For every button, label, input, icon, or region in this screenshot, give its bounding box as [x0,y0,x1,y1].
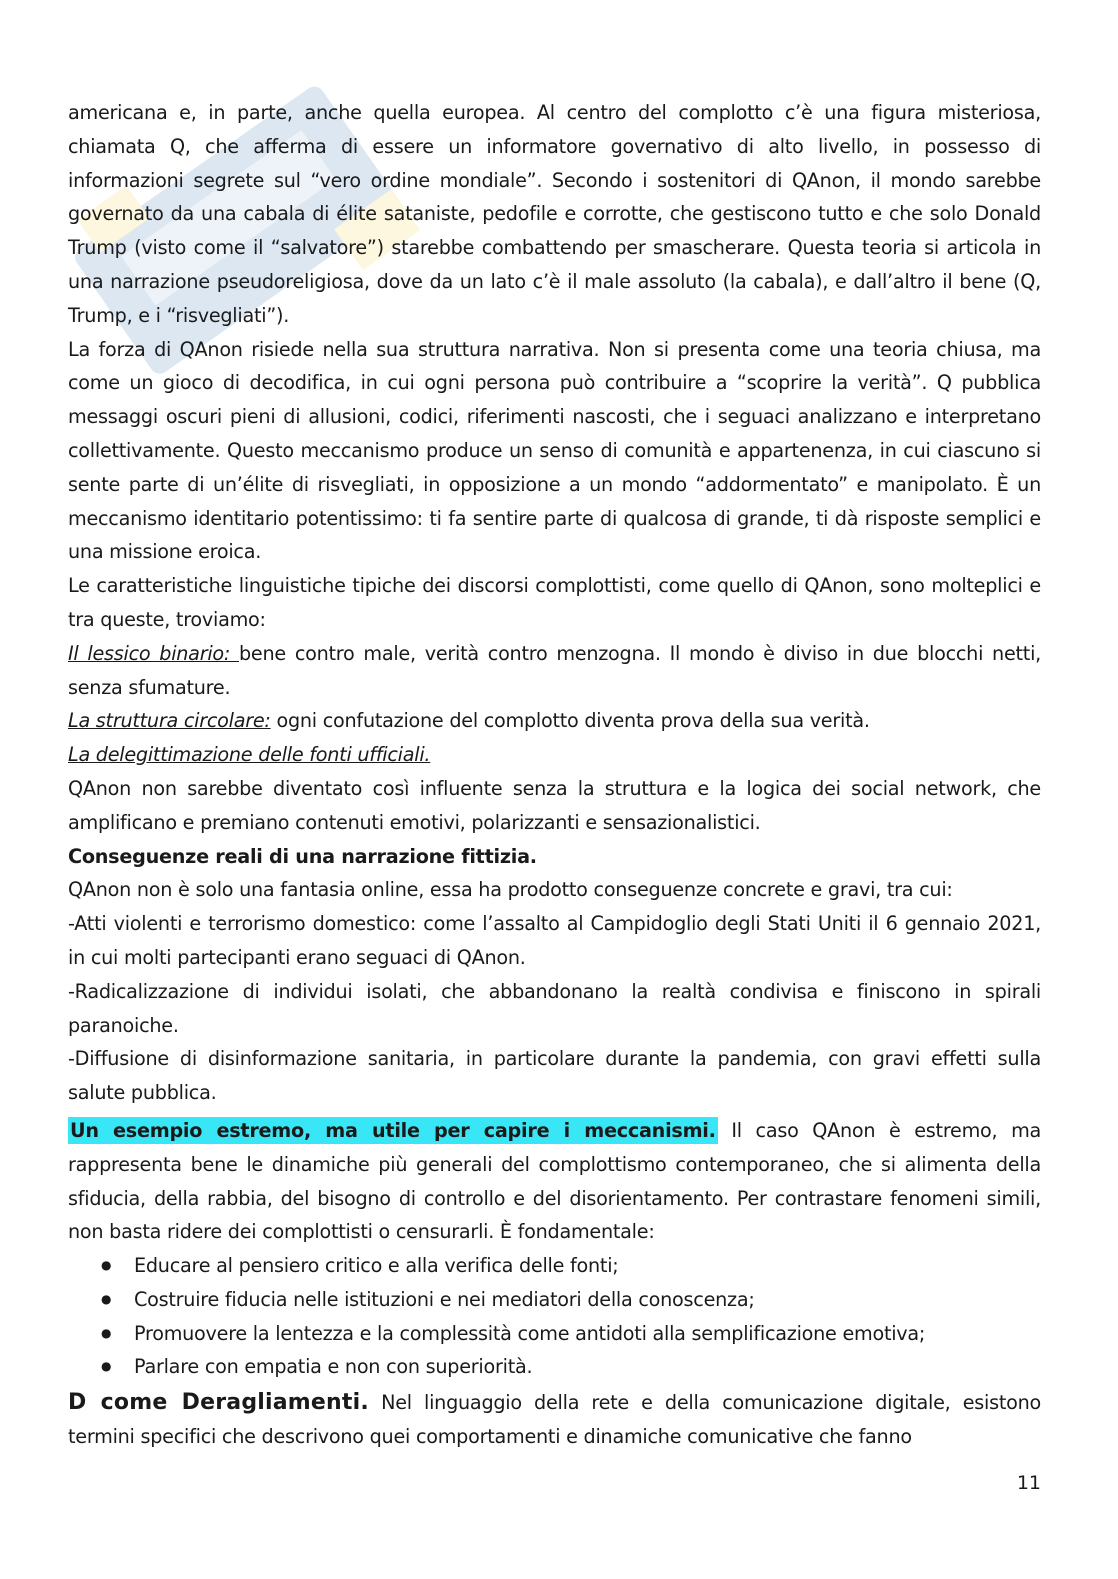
circular-structure-label: La struttura circolare: [68,709,271,733]
list-item: ● Costruire fiducia nelle istituzioni e nei mediatori della conoscenza; [68,1283,1041,1317]
paragraph-binary-lexicon [68,637,1041,705]
binary-lexicon-text: bene contro male, verità contro menzogna. Il mondo è diviso in due blocchi netti, senza sfumature. [68,641,1041,699]
extreme-example-text: Il caso QAnon è estremo, ma rappresenta bene le dinamiche più generali del complottismo contemporaneo, che si alimenta della sfiducia, della rabbia, del bisogno di controllo e del disorientamento. Per contrastare fenomeni simili, non basta ridere dei complottisti o censurarli. È fondamentale: [68,1118,1042,1244]
paragraph-delegitimation [68,738,1041,772]
document-page [68,96,1041,1454]
page-number: 11 [1016,1472,1041,1494]
paragraph-extreme-example [68,1114,1041,1249]
circular-structure-text: ogni confutazione del complotto diventa prova della sua verità. [270,709,870,733]
derailments-text: Nel linguaggio della rete e della comunicazione digitale, esistono termini specifici che descrivono quei comportamenti e dinamiche comunicative che fanno [68,1391,1041,1449]
paragraph-social-networks: QAnon non sarebbe diventato così influente senza la struttura e la logica dei social network, che amplificano e premiano contenuti emotivi, polarizzanti e sensazionalistici. [68,776,1041,834]
paragraph-radicalization: -Radicalizzazione di individui isolati, che abbandonano la realtà condivisa e finiscono in spirali paranoiche. [68,979,1041,1037]
section-heading-consequences: Conseguenze reali di una narrazione fittizia. [68,844,537,868]
section-heading-derailments: D come Deragliamenti. [68,1390,369,1416]
paragraph-narrative-structure: La forza di QAnon risiede nella sua struttura narrativa. Non si presenta come una teoria chiusa, ma come un gioco di decodifica, in cui ogni persona può contribuire a “scoprire la verità”. Q pubblica messaggi oscuri pieni di allusioni, codici, riferimenti nascosti, che i seguaci analizzano e interpretano collettivamente. Questo meccanismo produce un senso di comunità e appartenenza, in cui ciascuno si sente parte di un’élite di risvegliati, in opposizione a un mondo “addormentato” e manipolato. È un meccanismo identitario potentissimo: ti fa sentire parte di qualcosa di grande, ti dà risposte semplici e una missione eroica. [68,337,1041,564]
list-item: ● Promuovere la lentezza e la complessità come antidoti alla semplificazione emotiva; [68,1317,1041,1351]
paragraph-derailments [68,1386,1041,1454]
delegitimation-label: La delegittimazione delle fonti ufficiali. [68,743,431,767]
binary-lexicon-label: Il lessico binario: [68,641,239,665]
recommendations-list [68,1249,1041,1384]
highlighted-heading: Un esempio estremo, ma utile per capire i meccanismi. [70,1118,716,1142]
paragraph-consequences-intro: QAnon non è solo una fantasia online, essa ha prodotto conseguenze concrete e gravi, tra cui: [68,878,953,902]
paragraph-circular-structure [68,704,1041,738]
paragraph-violent-acts: -Atti violenti e terrorismo domestico: come l’assalto al Campidoglio degli Stati Uniti il 6 gennaio 2021, in cui molti partecipanti erano seguaci di QAnon. [68,912,1041,969]
list-item: ● Educare al pensiero critico e alla verifica delle fonti; [68,1249,1041,1283]
paragraph-qanon-intro: americana e, in parte, anche quella europea. Al centro del complotto c’è una figura misteriosa, chiamata Q, che afferma di essere un informatore governativo di alto livello, in possesso di informazioni segrete sul “vero ordine mondiale”. Secondo i sostenitori di QAnon, il mondo sarebbe governato da una cabala di élite sataniste, pedofile e corrotte, che gestiscono tutto e che solo Donald Trump (visto come il “salvatore”) starebbe combattendo per smascherare. Questa teoria si articola in una narrazione pseudoreligiosa, dove da un lato c’è il male assoluto (la cabala), e dall’altro il bene (Q, Trump, e i “risvegliati”). [68,101,1041,327]
list-item: ● Parlare con empatia e non con superiorità. [68,1350,1041,1384]
paragraph-linguistic-features: Le caratteristiche linguistiche tipiche dei discorsi complottisti, come quello di QAnon, sono molteplici e tra queste, troviamo: [68,574,1041,631]
paragraph-disinformation: -Diffusione di disinformazione sanitaria, in particolare durante la pandemia, con gravi effetti sulla salute pubblica. [68,1047,1041,1105]
